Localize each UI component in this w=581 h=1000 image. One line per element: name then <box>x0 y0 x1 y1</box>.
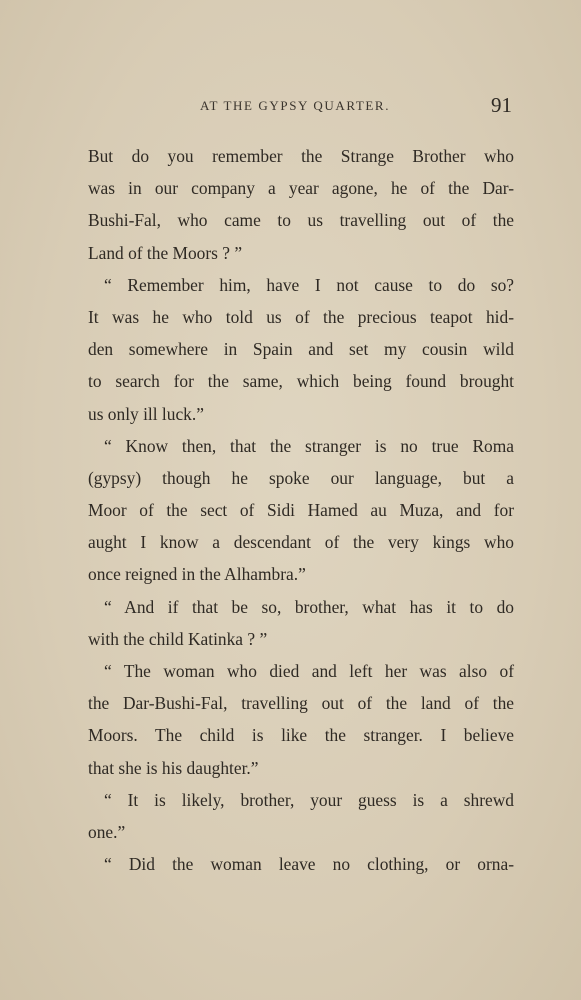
text-line: was in our company a year agone, he of the Dar- <box>88 178 514 199</box>
text-line: “ The woman who died and left her was also of <box>104 661 514 681</box>
text-line: us only ill luck.” <box>88 403 204 424</box>
text-line: “ Did the woman leave no clothing, or orna- <box>104 854 514 875</box>
text-line: Bushi-Fal, who came to us travelling out of the <box>88 210 514 231</box>
text-line: den somewhere in Spain and set my cousin wild <box>88 339 514 360</box>
text-line: with the child Katinka ? ” <box>88 628 268 649</box>
running-title: AT THE GYPSY QUARTER. <box>200 98 391 113</box>
text-line: the Dar-Bushi-Fal, travelling out of the land of the <box>88 693 514 714</box>
text-line: “ Know then, that the stranger is no true Roma <box>104 435 514 456</box>
text-line: “ And if that be so, brother, what has it to do <box>104 596 514 617</box>
text-line: Moor of the sect of Sidi Hamed au Muza, and for <box>88 500 514 521</box>
text-line: But do you remember the Strange Brother who <box>88 146 514 166</box>
text-line: once reigned in the Alhambra.” <box>88 564 306 585</box>
page-number: 91 <box>491 93 512 117</box>
text-line: “ It is likely, brother, your guess is a shrewd <box>104 789 514 810</box>
text-line: to search for the same, which being found brought <box>88 371 514 392</box>
text-line: (gypsy) though he spoke our language, but a <box>88 467 514 488</box>
text-line: Moors. The child is like the stranger. I believe <box>88 725 514 746</box>
running-head <box>0 95 581 119</box>
body-text <box>88 140 514 880</box>
text-line: It was he who told us of the precious teapot hid- <box>88 306 514 327</box>
text-line: one.” <box>88 821 126 842</box>
text-line: that she is his daughter.” <box>88 757 259 778</box>
text-line: “ Remember him, have I not cause to do so? <box>104 274 514 295</box>
text-line: Land of the Moors ? ” <box>88 242 243 263</box>
text-line: aught I know a descendant of the very kings who <box>88 532 514 553</box>
